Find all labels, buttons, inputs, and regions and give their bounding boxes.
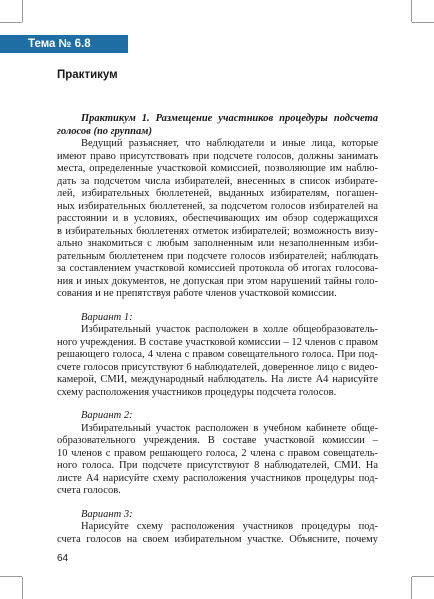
variant-line: листе А4 нарисуйте схему расположения участников процедуры под-: [57, 472, 378, 484]
paragraph-gap: [57, 301, 378, 312]
paragraph-gap: [57, 498, 378, 509]
crop-mark: [0, 22, 22, 23]
topic-label: Тема № 6.8: [28, 38, 91, 50]
intro-line: лей, избирательных бюллетеней, выданных избирателям, погашен-: [57, 188, 378, 199]
variant-line: счете голосов присутствуют 6 наблюдателей, доверенное лицо с видео-: [57, 361, 378, 373]
variant-line: образовательного учреждения. В составе участковой комиссии –: [57, 435, 378, 446]
intro-line: за составлением участковой комиссией протокола об итогах голосова-: [57, 263, 378, 274]
variant-line: схему расположения участников процедуры подсчета голосов.: [57, 386, 337, 398]
intro-line: сования и не препятствуя работе членов участковой комиссии.: [57, 288, 337, 299]
section-title: Практикум: [57, 69, 118, 81]
intro-line: ния и иных документов, не допуская при этом нарушений тайны голо-: [57, 275, 378, 287]
intro-line: ально знакомиться с любым заполненным или незаполненным изби-: [57, 238, 378, 249]
intro-line: ных избирательных бюллетеней, за подсчетом голосов избирателей на: [57, 200, 378, 212]
variant-line: Избирательный участок расположен в холле общеобразователь-: [81, 324, 378, 335]
variant-label: Вариант 1:: [81, 311, 133, 323]
variant-line: 10 членов с правом решающего голоса, 2 члена с правом совещатель-: [57, 447, 378, 459]
variant-line: ного голоса. При подсчете присутствуют 8 наблюдателей, СМИ. На: [57, 460, 378, 471]
intro-line: расстоянии и в условиях, обеспечивающих им обзор содержащихся: [57, 213, 378, 224]
crop-mark: [412, 22, 434, 23]
variant-line: Нарисуйте схему расположения участников процедуры под-: [81, 521, 378, 532]
intro-line: в избирательных бюллетенях отметок избирателей; возможность визу-: [57, 225, 378, 237]
crop-mark: [0, 576, 22, 577]
crop-mark: [411, 0, 412, 22]
intro-line: рательным бюллетенем при подсчете голосов избирателей; наблюдать: [57, 250, 378, 262]
crop-mark: [412, 576, 434, 577]
variant-line: счета голосов.: [57, 485, 121, 496]
variant-line: ного учреждения. В составе участковой комиссии – 12 членов с правом: [57, 336, 378, 348]
crop-mark: [22, 0, 23, 22]
intro-line: дать за подсчетом числа избирателей, внесенных в список избирате-: [57, 175, 378, 187]
page-number: 64: [57, 553, 69, 564]
page-content: [57, 113, 378, 546]
variant-line: счета голосов на своем избирательном участке. Объясните, почему: [57, 533, 378, 545]
variant-line: решающего голоса, 4 члена с правом совещательного голоса. При под-: [57, 349, 378, 360]
crop-mark: [411, 577, 412, 599]
paragraph-gap: [57, 399, 378, 410]
variant-line: камерой, СМИ, международный наблюдатель. На листе А4 нарисуйте: [57, 374, 378, 385]
variant-label: Вариант 2:: [81, 410, 133, 421]
intro-line: имеют право присутствовать при подсчете голосов, должны занимать: [57, 150, 378, 162]
practicum-title-line: Практикум 1. Размещение участников процедуры подсчета: [81, 113, 378, 124]
intro-line: Ведущий разъясняет, что наблюдатели и иные лица, которые: [81, 138, 378, 149]
variant-label: Вариант 3:: [81, 508, 133, 520]
topic-banner: [0, 35, 128, 53]
crop-mark: [22, 577, 23, 599]
practicum-title-line: голосов (по группам): [57, 125, 152, 137]
intro-line: места, определенные участковой комиссией, позволяющие им наблю-: [57, 163, 378, 174]
variant-line: Избирательный участок расположен в учебном кабинете обще-: [81, 422, 378, 434]
